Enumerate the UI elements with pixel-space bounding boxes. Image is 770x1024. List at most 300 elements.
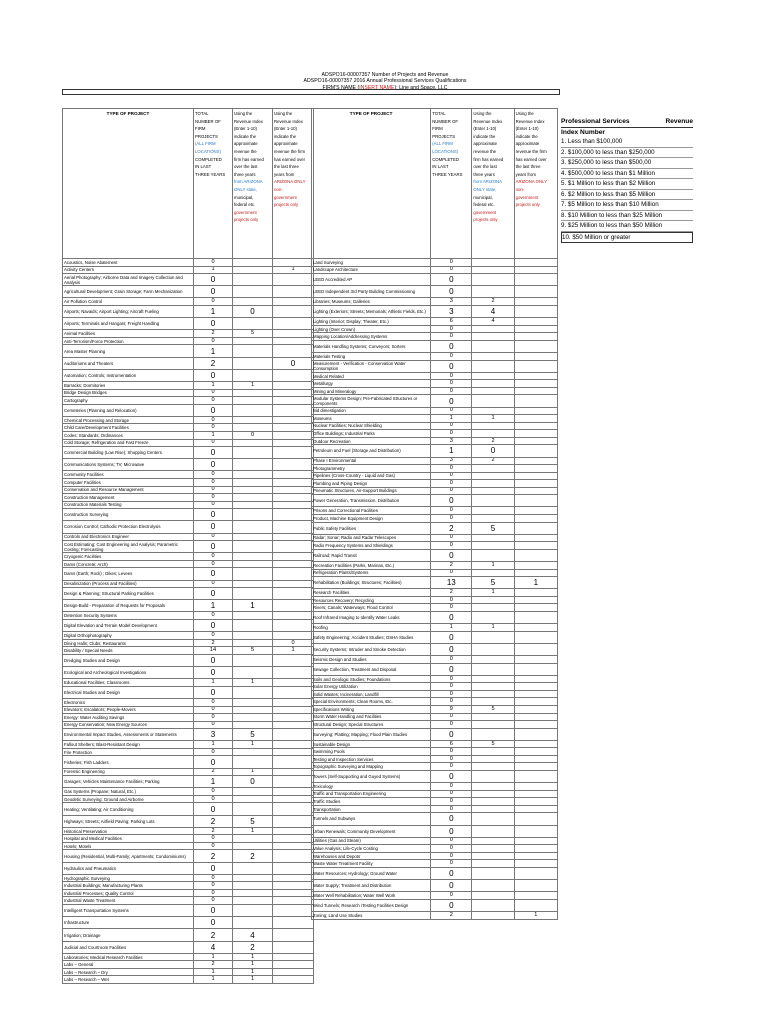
- total-projects-cell[interactable]: 0: [431, 892, 472, 900]
- non-government-revenue-cell[interactable]: [273, 521, 314, 533]
- government-revenue-cell[interactable]: [233, 318, 273, 330]
- total-projects-cell[interactable]: 2: [194, 929, 233, 941]
- non-government-revenue-cell[interactable]: [514, 721, 557, 729]
- non-government-revenue-cell[interactable]: [273, 795, 314, 803]
- non-government-revenue-cell[interactable]: [514, 445, 557, 457]
- non-government-revenue-cell[interactable]: [514, 507, 557, 515]
- government-revenue-cell[interactable]: [472, 430, 514, 438]
- non-government-revenue-cell[interactable]: [273, 706, 314, 714]
- government-revenue-cell[interactable]: [233, 345, 273, 357]
- non-government-revenue-cell[interactable]: [273, 827, 314, 835]
- government-revenue-cell[interactable]: [233, 721, 273, 729]
- total-projects-cell[interactable]: 0: [431, 507, 472, 515]
- non-government-revenue-cell[interactable]: [273, 654, 314, 666]
- government-revenue-cell[interactable]: [233, 706, 273, 714]
- government-revenue-cell[interactable]: [472, 763, 514, 771]
- non-government-revenue-cell[interactable]: 0: [273, 639, 314, 647]
- total-projects-cell[interactable]: 0: [431, 340, 472, 352]
- total-projects-cell[interactable]: 0: [194, 667, 233, 679]
- non-government-revenue-cell[interactable]: [273, 600, 314, 612]
- non-government-revenue-cell[interactable]: [514, 892, 557, 900]
- non-government-revenue-cell[interactable]: [273, 874, 314, 882]
- total-projects-cell[interactable]: 0: [194, 404, 233, 416]
- non-government-revenue-cell[interactable]: [273, 389, 314, 397]
- non-government-revenue-cell[interactable]: [273, 721, 314, 729]
- total-projects-cell[interactable]: 0: [194, 560, 233, 568]
- government-revenue-cell[interactable]: [472, 860, 514, 868]
- non-government-revenue-cell[interactable]: [514, 705, 557, 713]
- government-revenue-cell[interactable]: [472, 422, 514, 430]
- non-government-revenue-cell[interactable]: [273, 620, 314, 632]
- non-government-revenue-cell[interactable]: [273, 369, 314, 381]
- total-projects-cell[interactable]: 0: [431, 683, 472, 691]
- government-revenue-cell[interactable]: [472, 899, 514, 911]
- total-projects-cell[interactable]: 2: [194, 961, 233, 969]
- non-government-revenue-cell[interactable]: 1: [273, 266, 314, 274]
- total-projects-cell[interactable]: 1: [194, 306, 233, 318]
- total-projects-cell[interactable]: 0: [194, 803, 233, 815]
- non-government-revenue-cell[interactable]: [273, 667, 314, 679]
- government-revenue-cell[interactable]: [472, 472, 514, 480]
- government-revenue-cell[interactable]: 2: [472, 437, 514, 445]
- total-projects-cell[interactable]: 0: [194, 471, 233, 479]
- government-revenue-cell[interactable]: [233, 686, 273, 698]
- total-projects-cell[interactable]: 1: [431, 445, 472, 457]
- total-projects-cell[interactable]: 0: [431, 643, 472, 655]
- total-projects-cell[interactable]: 1: [431, 624, 472, 632]
- government-revenue-cell[interactable]: 5: [233, 729, 273, 741]
- non-government-revenue-cell[interactable]: [273, 679, 314, 687]
- total-projects-cell[interactable]: 0: [431, 770, 472, 782]
- non-government-revenue-cell[interactable]: [514, 522, 557, 534]
- government-revenue-cell[interactable]: [233, 714, 273, 722]
- total-projects-cell[interactable]: 1: [194, 600, 233, 612]
- government-revenue-cell[interactable]: 1: [233, 961, 273, 969]
- non-government-revenue-cell[interactable]: [514, 495, 557, 507]
- total-projects-cell[interactable]: 0: [194, 337, 233, 345]
- government-revenue-cell[interactable]: [233, 509, 273, 521]
- government-revenue-cell[interactable]: [233, 905, 273, 917]
- non-government-revenue-cell[interactable]: [273, 803, 314, 815]
- non-government-revenue-cell[interactable]: [273, 588, 314, 600]
- non-government-revenue-cell[interactable]: [514, 259, 557, 267]
- total-projects-cell[interactable]: 1: [194, 968, 233, 976]
- total-projects-cell[interactable]: 3: [431, 457, 472, 465]
- non-government-revenue-cell[interactable]: [514, 783, 557, 791]
- non-government-revenue-cell[interactable]: [514, 813, 557, 825]
- non-government-revenue-cell[interactable]: [514, 675, 557, 683]
- total-projects-cell[interactable]: 0: [431, 721, 472, 729]
- total-projects-cell[interactable]: 0: [194, 842, 233, 850]
- non-government-revenue-cell[interactable]: [273, 835, 314, 843]
- government-revenue-cell[interactable]: [233, 274, 273, 286]
- non-government-revenue-cell[interactable]: [514, 690, 557, 698]
- non-government-revenue-cell[interactable]: [273, 768, 314, 776]
- non-government-revenue-cell[interactable]: [514, 407, 557, 415]
- total-projects-cell[interactable]: 0: [194, 874, 233, 882]
- total-projects-cell[interactable]: 9: [431, 705, 472, 713]
- non-government-revenue-cell[interactable]: [514, 472, 557, 480]
- total-projects-cell[interactable]: 1: [431, 415, 472, 423]
- total-projects-cell[interactable]: 2: [194, 330, 233, 338]
- total-projects-cell[interactable]: 0: [431, 487, 472, 495]
- total-projects-cell[interactable]: 0: [194, 274, 233, 286]
- total-projects-cell[interactable]: 0: [194, 882, 233, 890]
- total-projects-cell[interactable]: 0: [194, 620, 233, 632]
- non-government-revenue-cell[interactable]: [273, 815, 314, 827]
- non-government-revenue-cell[interactable]: [514, 395, 557, 407]
- government-revenue-cell[interactable]: 1: [472, 415, 514, 423]
- government-revenue-cell[interactable]: 4: [233, 929, 273, 941]
- government-revenue-cell[interactable]: [233, 795, 273, 803]
- non-government-revenue-cell[interactable]: [514, 631, 557, 643]
- government-revenue-cell[interactable]: [472, 867, 514, 879]
- government-revenue-cell[interactable]: [472, 643, 514, 655]
- total-projects-cell[interactable]: 0: [431, 813, 472, 825]
- total-projects-cell[interactable]: 0: [431, 480, 472, 488]
- government-revenue-cell[interactable]: [472, 487, 514, 495]
- government-revenue-cell[interactable]: [233, 459, 273, 471]
- total-projects-cell[interactable]: 0: [194, 917, 233, 929]
- total-projects-cell[interactable]: 0: [431, 395, 472, 407]
- total-projects-cell[interactable]: 0: [194, 721, 233, 729]
- non-government-revenue-cell[interactable]: [514, 899, 557, 911]
- non-government-revenue-cell[interactable]: [514, 683, 557, 691]
- total-projects-cell[interactable]: 0: [194, 588, 233, 600]
- government-revenue-cell[interactable]: [233, 389, 273, 397]
- total-projects-cell[interactable]: 0: [194, 795, 233, 803]
- total-projects-cell[interactable]: 0: [431, 274, 472, 286]
- non-government-revenue-cell[interactable]: [514, 611, 557, 623]
- government-revenue-cell[interactable]: [472, 675, 514, 683]
- total-projects-cell[interactable]: 0: [431, 852, 472, 860]
- total-projects-cell[interactable]: 0: [194, 533, 233, 541]
- non-government-revenue-cell[interactable]: [514, 318, 557, 326]
- government-revenue-cell[interactable]: [472, 274, 514, 286]
- total-projects-cell[interactable]: 0: [194, 654, 233, 666]
- total-projects-cell[interactable]: 0: [431, 569, 472, 577]
- total-projects-cell[interactable]: 2: [431, 912, 472, 920]
- government-revenue-cell[interactable]: [472, 748, 514, 756]
- government-revenue-cell[interactable]: [472, 790, 514, 798]
- total-projects-cell[interactable]: 0: [431, 748, 472, 756]
- government-revenue-cell[interactable]: [233, 357, 273, 369]
- non-government-revenue-cell[interactable]: [273, 424, 314, 432]
- non-government-revenue-cell[interactable]: [273, 486, 314, 494]
- government-revenue-cell[interactable]: [472, 845, 514, 853]
- total-projects-cell[interactable]: 0: [431, 825, 472, 837]
- non-government-revenue-cell[interactable]: [273, 580, 314, 588]
- government-revenue-cell[interactable]: [472, 783, 514, 791]
- total-projects-cell[interactable]: 2: [194, 768, 233, 776]
- government-revenue-cell[interactable]: [472, 387, 514, 395]
- government-revenue-cell[interactable]: [233, 917, 273, 929]
- total-projects-cell[interactable]: 2: [431, 589, 472, 597]
- total-projects-cell[interactable]: 0: [194, 889, 233, 897]
- non-government-revenue-cell[interactable]: [514, 549, 557, 561]
- non-government-revenue-cell[interactable]: [514, 372, 557, 380]
- government-revenue-cell[interactable]: [472, 325, 514, 333]
- total-projects-cell[interactable]: 1: [194, 679, 233, 687]
- non-government-revenue-cell[interactable]: [514, 487, 557, 495]
- total-projects-cell[interactable]: 0: [194, 862, 233, 874]
- non-government-revenue-cell[interactable]: [514, 748, 557, 756]
- non-government-revenue-cell[interactable]: [273, 882, 314, 890]
- total-projects-cell[interactable]: 0: [194, 501, 233, 509]
- non-government-revenue-cell[interactable]: [514, 837, 557, 845]
- non-government-revenue-cell[interactable]: [514, 514, 557, 522]
- non-government-revenue-cell[interactable]: [514, 380, 557, 388]
- government-revenue-cell[interactable]: [233, 397, 273, 405]
- non-government-revenue-cell[interactable]: [514, 306, 557, 318]
- total-projects-cell[interactable]: 3: [431, 298, 472, 306]
- total-projects-cell[interactable]: 0: [194, 568, 233, 580]
- total-projects-cell[interactable]: 0: [194, 286, 233, 298]
- total-projects-cell[interactable]: 0: [194, 478, 233, 486]
- total-projects-cell[interactable]: 1: [194, 776, 233, 788]
- non-government-revenue-cell[interactable]: [273, 756, 314, 768]
- total-projects-cell[interactable]: 0: [194, 706, 233, 714]
- non-government-revenue-cell[interactable]: [514, 770, 557, 782]
- government-revenue-cell[interactable]: [472, 690, 514, 698]
- government-revenue-cell[interactable]: 2: [233, 850, 273, 862]
- government-revenue-cell[interactable]: 1: [233, 976, 273, 984]
- non-government-revenue-cell[interactable]: [273, 509, 314, 521]
- total-projects-cell[interactable]: 3: [431, 306, 472, 318]
- non-government-revenue-cell[interactable]: [514, 663, 557, 675]
- non-government-revenue-cell[interactable]: [273, 286, 314, 298]
- non-government-revenue-cell[interactable]: [273, 917, 314, 929]
- total-projects-cell[interactable]: 0: [194, 459, 233, 471]
- government-revenue-cell[interactable]: 4: [472, 306, 514, 318]
- non-government-revenue-cell[interactable]: [273, 337, 314, 345]
- government-revenue-cell[interactable]: [233, 788, 273, 796]
- non-government-revenue-cell[interactable]: [514, 360, 557, 372]
- government-revenue-cell[interactable]: 1: [233, 741, 273, 749]
- government-revenue-cell[interactable]: [472, 507, 514, 515]
- government-revenue-cell[interactable]: 2: [233, 941, 273, 953]
- total-projects-cell[interactable]: 13: [431, 577, 472, 589]
- non-government-revenue-cell[interactable]: [273, 330, 314, 338]
- government-revenue-cell[interactable]: [472, 880, 514, 892]
- total-projects-cell[interactable]: 0: [431, 534, 472, 542]
- total-projects-cell[interactable]: 0: [194, 748, 233, 756]
- government-revenue-cell[interactable]: [472, 852, 514, 860]
- government-revenue-cell[interactable]: [472, 542, 514, 550]
- non-government-revenue-cell[interactable]: [514, 569, 557, 577]
- total-projects-cell[interactable]: 2: [194, 815, 233, 827]
- non-government-revenue-cell[interactable]: [514, 480, 557, 488]
- total-projects-cell[interactable]: 0: [431, 465, 472, 473]
- total-projects-cell[interactable]: 0: [431, 845, 472, 853]
- government-revenue-cell[interactable]: 1: [233, 382, 273, 390]
- total-projects-cell[interactable]: 0: [194, 318, 233, 330]
- non-government-revenue-cell[interactable]: [514, 457, 557, 465]
- total-projects-cell[interactable]: 6: [431, 318, 472, 326]
- total-projects-cell[interactable]: 0: [194, 509, 233, 521]
- total-projects-cell[interactable]: 2: [194, 639, 233, 647]
- government-revenue-cell[interactable]: [233, 533, 273, 541]
- total-projects-cell[interactable]: 0: [194, 580, 233, 588]
- total-projects-cell[interactable]: 3: [431, 437, 472, 445]
- government-revenue-cell[interactable]: 5: [472, 522, 514, 534]
- total-projects-cell[interactable]: 0: [431, 783, 472, 791]
- government-revenue-cell[interactable]: [233, 298, 273, 306]
- government-revenue-cell[interactable]: [233, 439, 273, 447]
- government-revenue-cell[interactable]: [472, 798, 514, 806]
- non-government-revenue-cell[interactable]: [514, 465, 557, 473]
- non-government-revenue-cell[interactable]: [273, 501, 314, 509]
- non-government-revenue-cell[interactable]: [514, 763, 557, 771]
- total-projects-cell[interactable]: 0: [431, 728, 472, 740]
- government-revenue-cell[interactable]: 5: [472, 705, 514, 713]
- government-revenue-cell[interactable]: [472, 663, 514, 675]
- non-government-revenue-cell[interactable]: [514, 333, 557, 341]
- total-projects-cell[interactable]: 0: [431, 675, 472, 683]
- non-government-revenue-cell[interactable]: [273, 929, 314, 941]
- government-revenue-cell[interactable]: [233, 471, 273, 479]
- non-government-revenue-cell[interactable]: [273, 439, 314, 447]
- government-revenue-cell[interactable]: [472, 372, 514, 380]
- non-government-revenue-cell[interactable]: [273, 968, 314, 976]
- government-revenue-cell[interactable]: [472, 713, 514, 721]
- government-revenue-cell[interactable]: [472, 360, 514, 372]
- government-revenue-cell[interactable]: 1: [233, 827, 273, 835]
- total-projects-cell[interactable]: 0: [431, 430, 472, 438]
- government-revenue-cell[interactable]: [472, 631, 514, 643]
- total-projects-cell[interactable]: 0: [194, 397, 233, 405]
- total-projects-cell[interactable]: 2: [431, 522, 472, 534]
- non-government-revenue-cell[interactable]: [514, 286, 557, 298]
- government-revenue-cell[interactable]: [233, 447, 273, 459]
- non-government-revenue-cell[interactable]: [514, 542, 557, 550]
- non-government-revenue-cell[interactable]: [273, 541, 314, 553]
- non-government-revenue-cell[interactable]: [514, 852, 557, 860]
- total-projects-cell[interactable]: 2: [194, 850, 233, 862]
- non-government-revenue-cell[interactable]: [273, 842, 314, 850]
- non-government-revenue-cell[interactable]: [514, 790, 557, 798]
- non-government-revenue-cell[interactable]: [514, 604, 557, 612]
- non-government-revenue-cell[interactable]: [514, 422, 557, 430]
- non-government-revenue-cell[interactable]: [273, 568, 314, 580]
- total-projects-cell[interactable]: 3: [194, 729, 233, 741]
- non-government-revenue-cell[interactable]: [514, 698, 557, 706]
- government-revenue-cell[interactable]: [233, 835, 273, 843]
- total-projects-cell[interactable]: 0: [431, 333, 472, 341]
- total-projects-cell[interactable]: 2: [431, 562, 472, 570]
- total-projects-cell[interactable]: 0: [431, 880, 472, 892]
- total-projects-cell[interactable]: 14: [194, 647, 233, 655]
- government-revenue-cell[interactable]: [233, 478, 273, 486]
- government-revenue-cell[interactable]: [472, 286, 514, 298]
- non-government-revenue-cell[interactable]: [273, 533, 314, 541]
- total-projects-cell[interactable]: 0: [194, 553, 233, 561]
- total-projects-cell[interactable]: 0: [431, 325, 472, 333]
- non-government-revenue-cell[interactable]: [273, 889, 314, 897]
- government-revenue-cell[interactable]: 1: [233, 679, 273, 687]
- government-revenue-cell[interactable]: 2: [472, 298, 514, 306]
- government-revenue-cell[interactable]: [472, 407, 514, 415]
- total-projects-cell[interactable]: 0: [431, 472, 472, 480]
- total-projects-cell[interactable]: 0: [431, 596, 472, 604]
- government-revenue-cell[interactable]: 5: [233, 330, 273, 338]
- non-government-revenue-cell[interactable]: [273, 416, 314, 424]
- government-revenue-cell[interactable]: [233, 803, 273, 815]
- government-revenue-cell[interactable]: 1: [233, 600, 273, 612]
- non-government-revenue-cell[interactable]: [514, 740, 557, 748]
- government-revenue-cell[interactable]: 0: [233, 431, 273, 439]
- total-projects-cell[interactable]: 0: [431, 286, 472, 298]
- government-revenue-cell[interactable]: [472, 514, 514, 522]
- government-revenue-cell[interactable]: [472, 380, 514, 388]
- government-revenue-cell[interactable]: [233, 553, 273, 561]
- government-revenue-cell[interactable]: 0: [233, 306, 273, 318]
- non-government-revenue-cell[interactable]: 1: [514, 577, 557, 589]
- total-projects-cell[interactable]: 0: [194, 541, 233, 553]
- total-projects-cell[interactable]: 0: [194, 788, 233, 796]
- total-projects-cell[interactable]: 0: [431, 763, 472, 771]
- non-government-revenue-cell[interactable]: [273, 494, 314, 502]
- government-revenue-cell[interactable]: [233, 501, 273, 509]
- government-revenue-cell[interactable]: [472, 259, 514, 267]
- government-revenue-cell[interactable]: [233, 369, 273, 381]
- government-revenue-cell[interactable]: [472, 495, 514, 507]
- government-revenue-cell[interactable]: [472, 569, 514, 577]
- total-projects-cell[interactable]: 0: [431, 353, 472, 361]
- total-projects-cell[interactable]: 0: [194, 259, 233, 267]
- total-projects-cell[interactable]: 0: [194, 632, 233, 640]
- non-government-revenue-cell[interactable]: [273, 905, 314, 917]
- government-revenue-cell[interactable]: [472, 266, 514, 274]
- government-revenue-cell[interactable]: [472, 770, 514, 782]
- non-government-revenue-cell[interactable]: [273, 862, 314, 874]
- non-government-revenue-cell[interactable]: [514, 340, 557, 352]
- government-revenue-cell[interactable]: [472, 353, 514, 361]
- government-revenue-cell[interactable]: 2: [472, 457, 514, 465]
- government-revenue-cell[interactable]: [472, 549, 514, 561]
- non-government-revenue-cell[interactable]: [514, 880, 557, 892]
- non-government-revenue-cell[interactable]: [514, 624, 557, 632]
- government-revenue-cell[interactable]: 1: [472, 624, 514, 632]
- total-projects-cell[interactable]: 0: [194, 447, 233, 459]
- total-projects-cell[interactable]: 0: [431, 790, 472, 798]
- non-government-revenue-cell[interactable]: [273, 318, 314, 330]
- non-government-revenue-cell[interactable]: [514, 415, 557, 423]
- total-projects-cell[interactable]: 2: [194, 357, 233, 369]
- non-government-revenue-cell[interactable]: [514, 845, 557, 853]
- non-government-revenue-cell[interactable]: [273, 686, 314, 698]
- total-projects-cell[interactable]: 1: [194, 382, 233, 390]
- total-projects-cell[interactable]: 0: [431, 387, 472, 395]
- total-projects-cell[interactable]: 0: [194, 714, 233, 722]
- government-revenue-cell[interactable]: [472, 755, 514, 763]
- total-projects-cell[interactable]: 0: [431, 698, 472, 706]
- non-government-revenue-cell[interactable]: [273, 397, 314, 405]
- total-projects-cell[interactable]: 0: [431, 422, 472, 430]
- non-government-revenue-cell[interactable]: [514, 534, 557, 542]
- government-revenue-cell[interactable]: 4: [472, 318, 514, 326]
- non-government-revenue-cell[interactable]: 1: [273, 647, 314, 655]
- non-government-revenue-cell[interactable]: [514, 274, 557, 286]
- government-revenue-cell[interactable]: [233, 862, 273, 874]
- government-revenue-cell[interactable]: [472, 596, 514, 604]
- total-projects-cell[interactable]: 0: [194, 698, 233, 706]
- total-projects-cell[interactable]: 0: [431, 860, 472, 868]
- total-projects-cell[interactable]: 1: [194, 741, 233, 749]
- non-government-revenue-cell[interactable]: [273, 478, 314, 486]
- non-government-revenue-cell[interactable]: [514, 298, 557, 306]
- government-revenue-cell[interactable]: [233, 424, 273, 432]
